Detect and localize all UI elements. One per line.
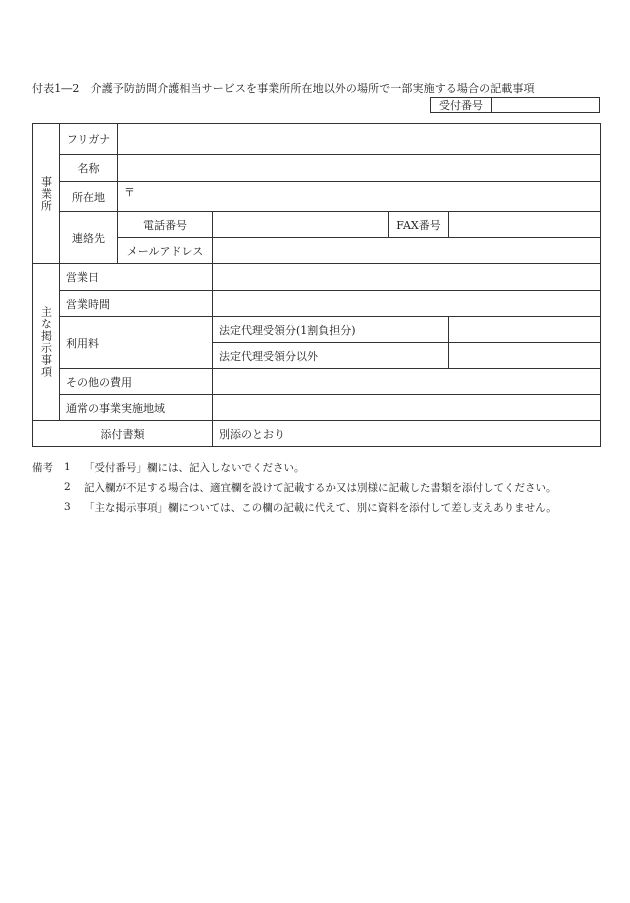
page-title: 付表1―2 介護予防訪問介護相当サービスを事業所所在地以外の場所で一部実施する場合の記載事項	[32, 82, 535, 95]
fax-label: FAX番号	[389, 212, 449, 238]
receipt-number-field[interactable]	[492, 98, 599, 112]
office-name-input[interactable]	[118, 155, 601, 182]
phone-row	[33, 212, 601, 238]
main-items-section-text: 主な掲示事項	[39, 306, 53, 378]
service-area-row	[33, 395, 601, 421]
note-text: 「受付番号」欄には、記入しないでください。	[84, 461, 305, 474]
phone-label: 電話番号	[118, 212, 213, 238]
contact-label: 連絡先	[60, 212, 118, 264]
business-hours-input[interactable]	[213, 291, 601, 317]
note-item-3	[32, 497, 607, 517]
fee-statutory-label: 法定代理受領分(1割負担分)	[213, 317, 449, 343]
furigana-row	[33, 124, 601, 155]
office-name-label: 名称	[60, 155, 118, 182]
note-number: 3	[64, 501, 71, 513]
attachments-row	[33, 421, 601, 447]
phone-input[interactable]	[213, 212, 389, 238]
email-label: メールアドレス	[118, 238, 213, 264]
email-input[interactable]	[213, 238, 601, 264]
other-costs-input[interactable]	[213, 369, 601, 395]
business-days-row	[33, 264, 601, 291]
main-items-section-label	[33, 264, 60, 421]
notes-heading: 備考	[32, 461, 53, 474]
address-row	[33, 182, 601, 212]
business-days-label: 営業日	[60, 264, 213, 291]
note-number: 1	[64, 461, 71, 473]
furigana-input[interactable]	[118, 124, 601, 155]
attachments-value: 別添のとおり	[213, 421, 601, 447]
email-row	[33, 238, 601, 264]
furigana-label: フリガナ	[60, 124, 118, 155]
office-section-text: 事業所	[39, 175, 53, 212]
application-form-table	[32, 123, 601, 447]
note-item-2	[32, 477, 607, 497]
fee-statutory-input[interactable]	[449, 317, 601, 343]
fax-input[interactable]	[449, 212, 601, 238]
address-label: 所在地	[60, 182, 118, 212]
business-hours-row	[33, 291, 601, 317]
business-hours-label: 営業時間	[60, 291, 213, 317]
office-name-row	[33, 155, 601, 182]
fee-label: 利用料	[60, 317, 213, 369]
notes-section	[32, 457, 607, 517]
other-costs-row	[33, 369, 601, 395]
service-area-label: 通常の事業実施地域	[60, 395, 213, 421]
receipt-number-label: 受付番号	[431, 98, 492, 112]
fee-statutory-row	[33, 317, 601, 343]
address-input[interactable]	[118, 182, 601, 212]
note-item-1	[32, 457, 607, 477]
receipt-number-box	[430, 97, 600, 113]
postal-mark: 〒	[124, 186, 135, 199]
fee-non-statutory-input[interactable]	[449, 343, 601, 369]
note-number: 2	[64, 481, 71, 493]
service-area-input[interactable]	[213, 395, 601, 421]
office-section-label	[33, 124, 60, 264]
note-text: 記入欄が不足する場合は、適宜欄を設けて記載するか又は別様に記載した書類を添付してください。	[84, 481, 557, 494]
other-costs-label: その他の費用	[60, 369, 213, 395]
note-text: 「主な掲示事項」欄については、この欄の記載に代えて、別に資料を添付して差し支えありません。	[84, 501, 557, 514]
fee-non-statutory-label: 法定代理受領分以外	[213, 343, 449, 369]
business-days-input[interactable]	[213, 264, 601, 291]
attachments-label: 添付書類	[33, 421, 213, 447]
